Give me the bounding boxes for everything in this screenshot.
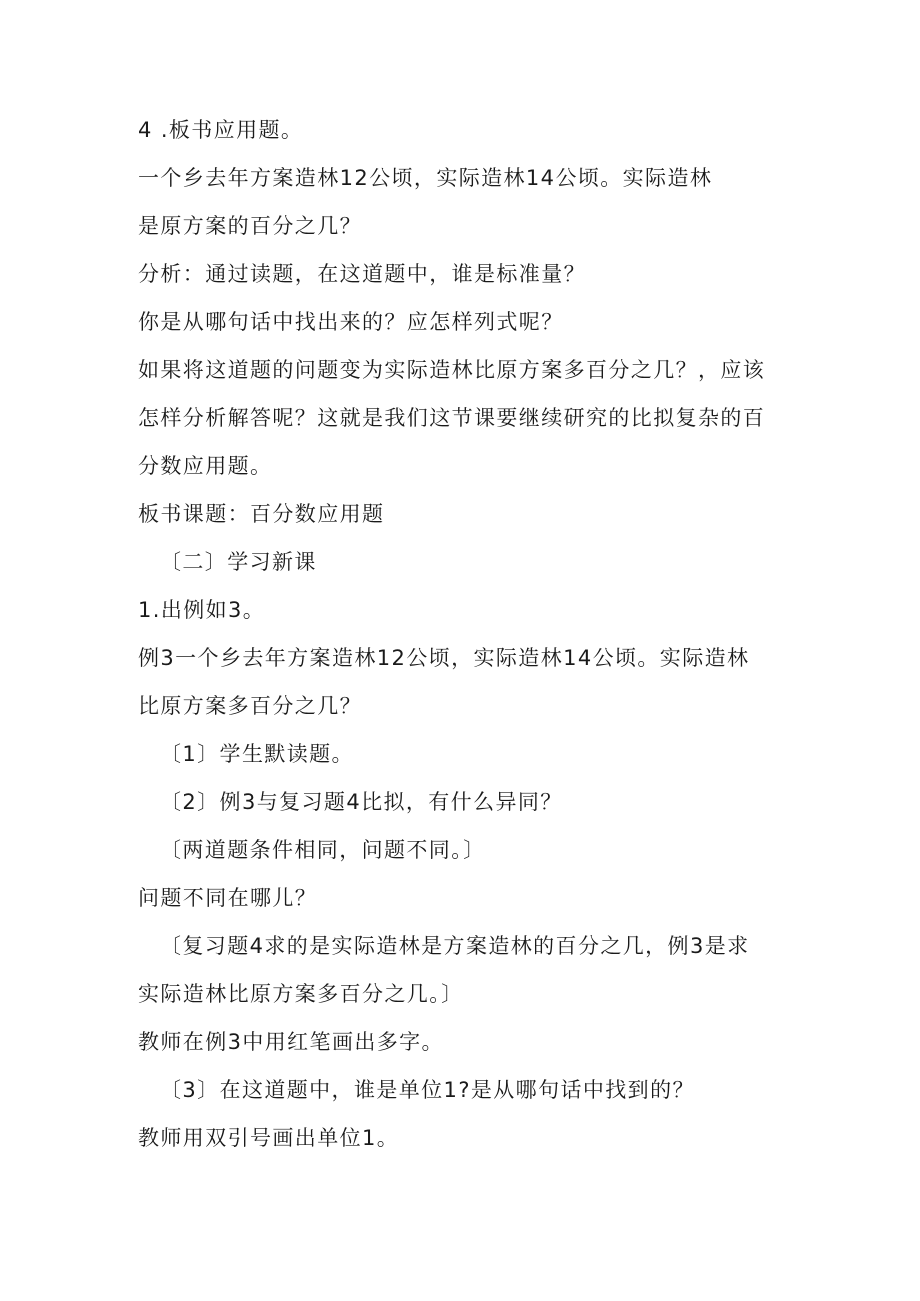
section-heading: 〔二〕学习新课	[160, 550, 317, 574]
text-line: 〔1〕学生默读题。	[160, 742, 354, 766]
text-line: 〔复习题4求的是实际造林是方案造林的百分之几，例3是求	[160, 934, 750, 958]
text-line: 分数应用题。	[138, 454, 273, 478]
text-line: 〔2〕例3与复习题4比拟，有什么异同？	[160, 790, 563, 814]
text-line: 教师用双引号画出单位1。	[138, 1126, 400, 1150]
text-line: 4 .板书应用题。	[138, 118, 304, 142]
text-line: 例3一个乡去年方案造林12公顷，实际造林14公顷。实际造林	[138, 646, 750, 670]
text-line: 教师在例3中用红笔画出多字。	[138, 1030, 444, 1054]
text-line: 板书课题：百分数应用题	[138, 502, 385, 526]
text-line: 〔3〕在这道题中，谁是单位1?是从哪句话中找到的？	[160, 1078, 695, 1102]
text-line: 〔两道题条件相同，问题不同。〕	[160, 838, 486, 862]
text-line: 怎样分析解答呢？这就是我们这节课要继续研究的比拟复杂的百	[138, 406, 766, 430]
text-line: 实际造林比原方案多百分之几。〕	[138, 982, 464, 1006]
text-line: 如果将这道题的问题变为实际造林比原方案多百分之几？，应该	[138, 358, 766, 382]
text-line: 比原方案多百分之几？	[138, 694, 362, 718]
text-line: 1.出例如3。	[138, 598, 266, 622]
text-line: 是原方案的百分之几？	[138, 214, 362, 238]
text-line: 你是从哪句话中找出来的？应怎样列式呢？	[138, 310, 564, 334]
text-line: 分析：通过读题，在这道题中，谁是标准量？	[138, 262, 586, 286]
text-line: 问题不同在哪儿？	[138, 886, 318, 910]
text-line: 一个乡去年方案造林12公顷，实际造林14公顷。实际造林	[138, 166, 713, 190]
